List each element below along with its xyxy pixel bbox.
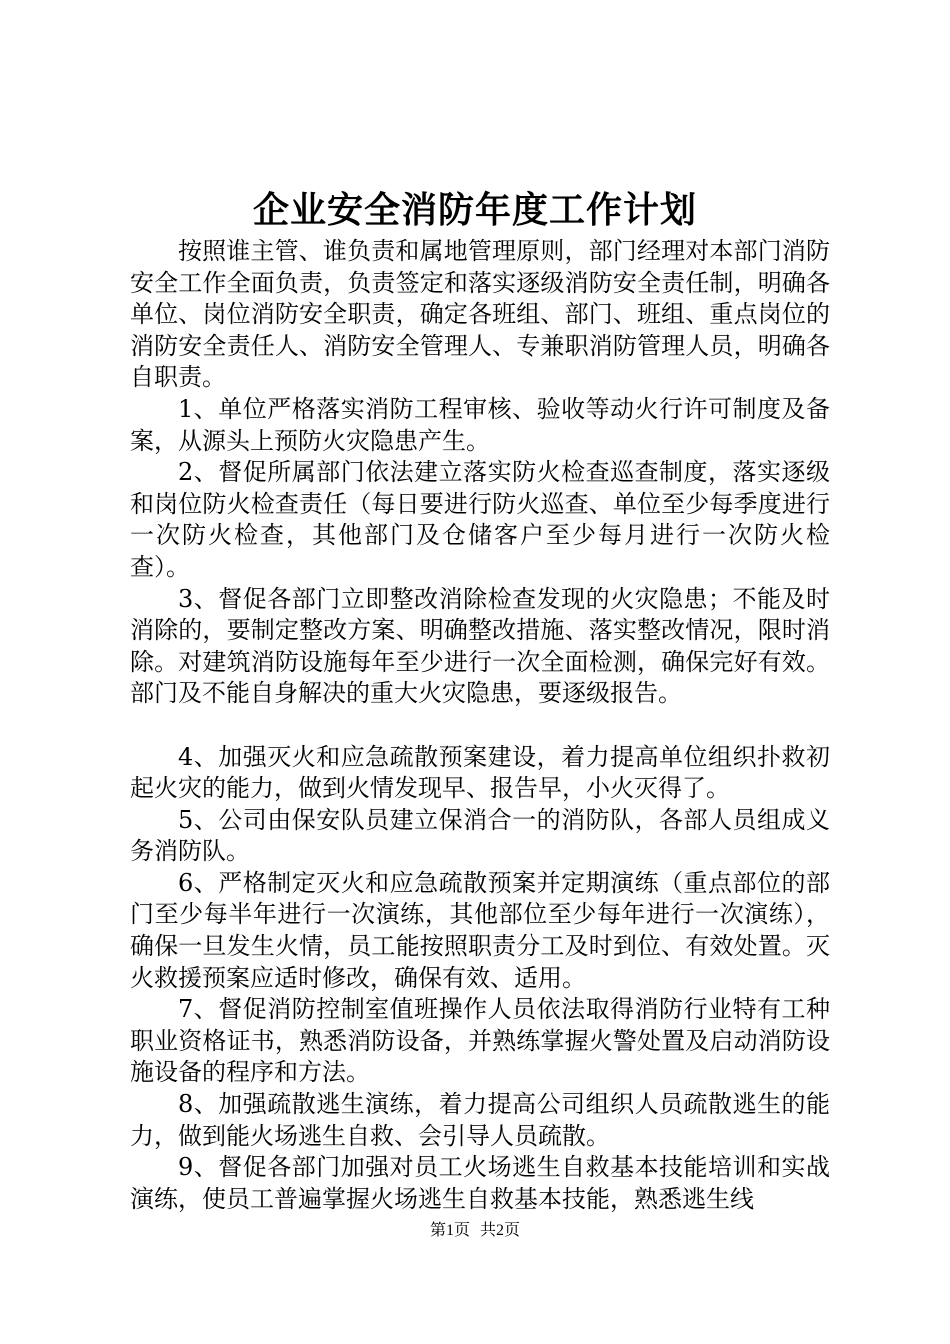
page-footer: [0, 1217, 950, 1240]
intro-paragraph: 按照谁主管、谁负责和属地管理原则，部门经理对本部门消防安全工作全面负责，负责签定和落实逐级消防安全责任制，明确各单位、岗位消防安全职责，确定各班组、部门、班组、重点岗位的消防安全责任人、消防安全管理人、专兼职消防管理人员，明确各自职责。: [130, 237, 830, 392]
page-total: 共2页: [480, 1222, 521, 1239]
document-title: 企业安全消防年度工作计划: [252, 189, 697, 231]
blank-line: [130, 710, 830, 742]
item-7-paragraph: 7、督促消防控制室值班操作人员依法取得消防行业特有工种职业资格证书，熟悉消防设备，并熟练掌握火警处置及启动消防设施设备的程序和方法。: [130, 995, 830, 1087]
item-5-paragraph: 5、公司由保安队员建立保消合一的消防队，各部人员组成义务消防队。: [130, 805, 830, 866]
item-6-paragraph: 6、严格制定灭火和应急疏散预案并定期演练（重点部位的部门至少每半年进行一次演练，其他部位至少每年进行一次演练），确保一旦发生火情，员工能按照职责分工及时到位、有效处置。灭火救援预案应适时修改，确保有效、适用。: [130, 868, 830, 992]
item-3-paragraph: 3、督促各部门立即整改消除检查发现的火灾隐患；不能及时消除的，要制定整改方案、明确整改措施、落实整改情况，限时消除。对建筑消防设施每年至少进行一次全面检测，确保完好有效。部门及不能自身解决的重大火灾隐患，要逐级报告。: [130, 584, 830, 708]
page-number: 第1页: [429, 1222, 470, 1239]
document-body: [130, 236, 830, 1215]
item-2-paragraph: 2、督促所属部门依法建立落实防火检查巡查制度，落实逐级和岗位防火检查责任（每日要进行防火巡查、单位至少每季度进行一次防火检查，其他部门及仓储客户至少每月进行一次防火检查）。: [130, 458, 830, 581]
item-9-paragraph: 9、督促各部门加强对员工火场逃生自救基本技能培训和实战演练，使员工普遍掌握火场逃生自救基本技能，熟悉逃生线: [130, 1153, 830, 1213]
item-4-paragraph: 4、加强灭火和应急疏散预案建设，着力提高单位组织扑救初起火灾的能力，做到火情发现早、报告早，小火灭得了。: [130, 742, 830, 803]
item-8-paragraph: 8、加强疏散逃生演练，着力提高公司组织人员疏散逃生的能力，做到能火场逃生自救、会引导人员疏散。: [130, 1090, 830, 1150]
item-1-paragraph: 1、单位严格落实消防工程审核、验收等动火行许可制度及备案，从源头上预防火灾隐患产生。: [130, 394, 830, 455]
